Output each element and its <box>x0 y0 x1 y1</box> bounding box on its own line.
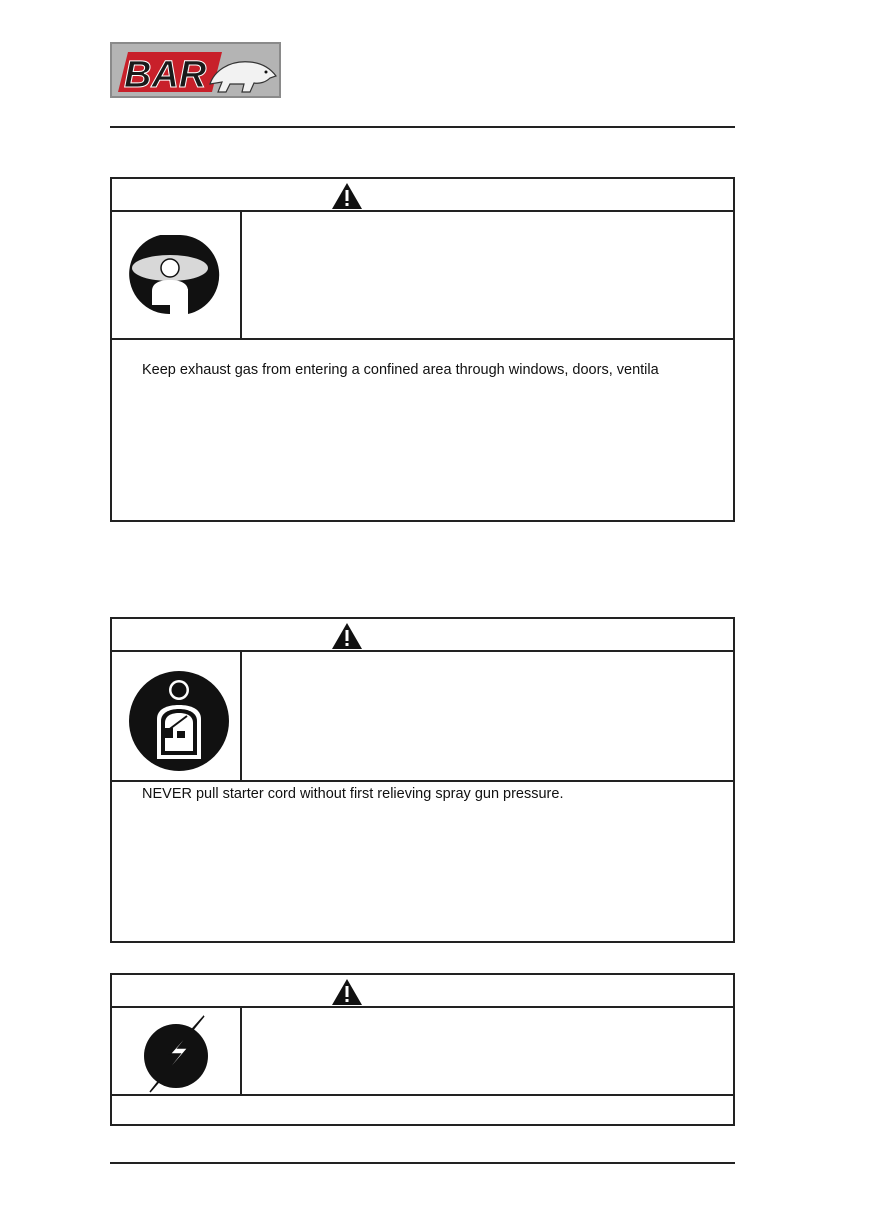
electric-shock-icon <box>140 1014 212 1094</box>
bar-logo <box>110 42 281 98</box>
warning-pictogram-row <box>112 212 733 340</box>
warning-header <box>112 975 733 1008</box>
warning-text <box>112 1096 733 1100</box>
warning-text: NEVER pull starter cord without first relieving spray gun pressure. <box>142 786 564 802</box>
pictogram-cell <box>112 212 242 338</box>
warning-header <box>112 179 733 212</box>
warning-header <box>112 619 733 652</box>
warning-pictogram-row <box>112 1008 733 1096</box>
warning-triangle-icon <box>331 978 363 1006</box>
warning-text: Keep exhaust gas from entering a confined area through windows, doors, ventila <box>142 362 659 378</box>
warning-pictogram-row <box>112 652 733 782</box>
pressure-injury-icon <box>129 671 229 771</box>
warning-box-ventilation <box>110 177 735 522</box>
warning-triangle-icon <box>331 622 363 650</box>
warning-triangle-icon <box>331 182 363 210</box>
pictogram-cell <box>112 652 242 780</box>
svg-text:BAR: BAR <box>124 54 207 96</box>
bottom-rule <box>110 1162 735 1164</box>
pictogram-cell <box>112 1008 242 1094</box>
warning-box-electric <box>110 973 735 1126</box>
ventilation-icon <box>126 235 230 315</box>
warning-box-pressure <box>110 617 735 943</box>
top-rule <box>110 126 735 128</box>
